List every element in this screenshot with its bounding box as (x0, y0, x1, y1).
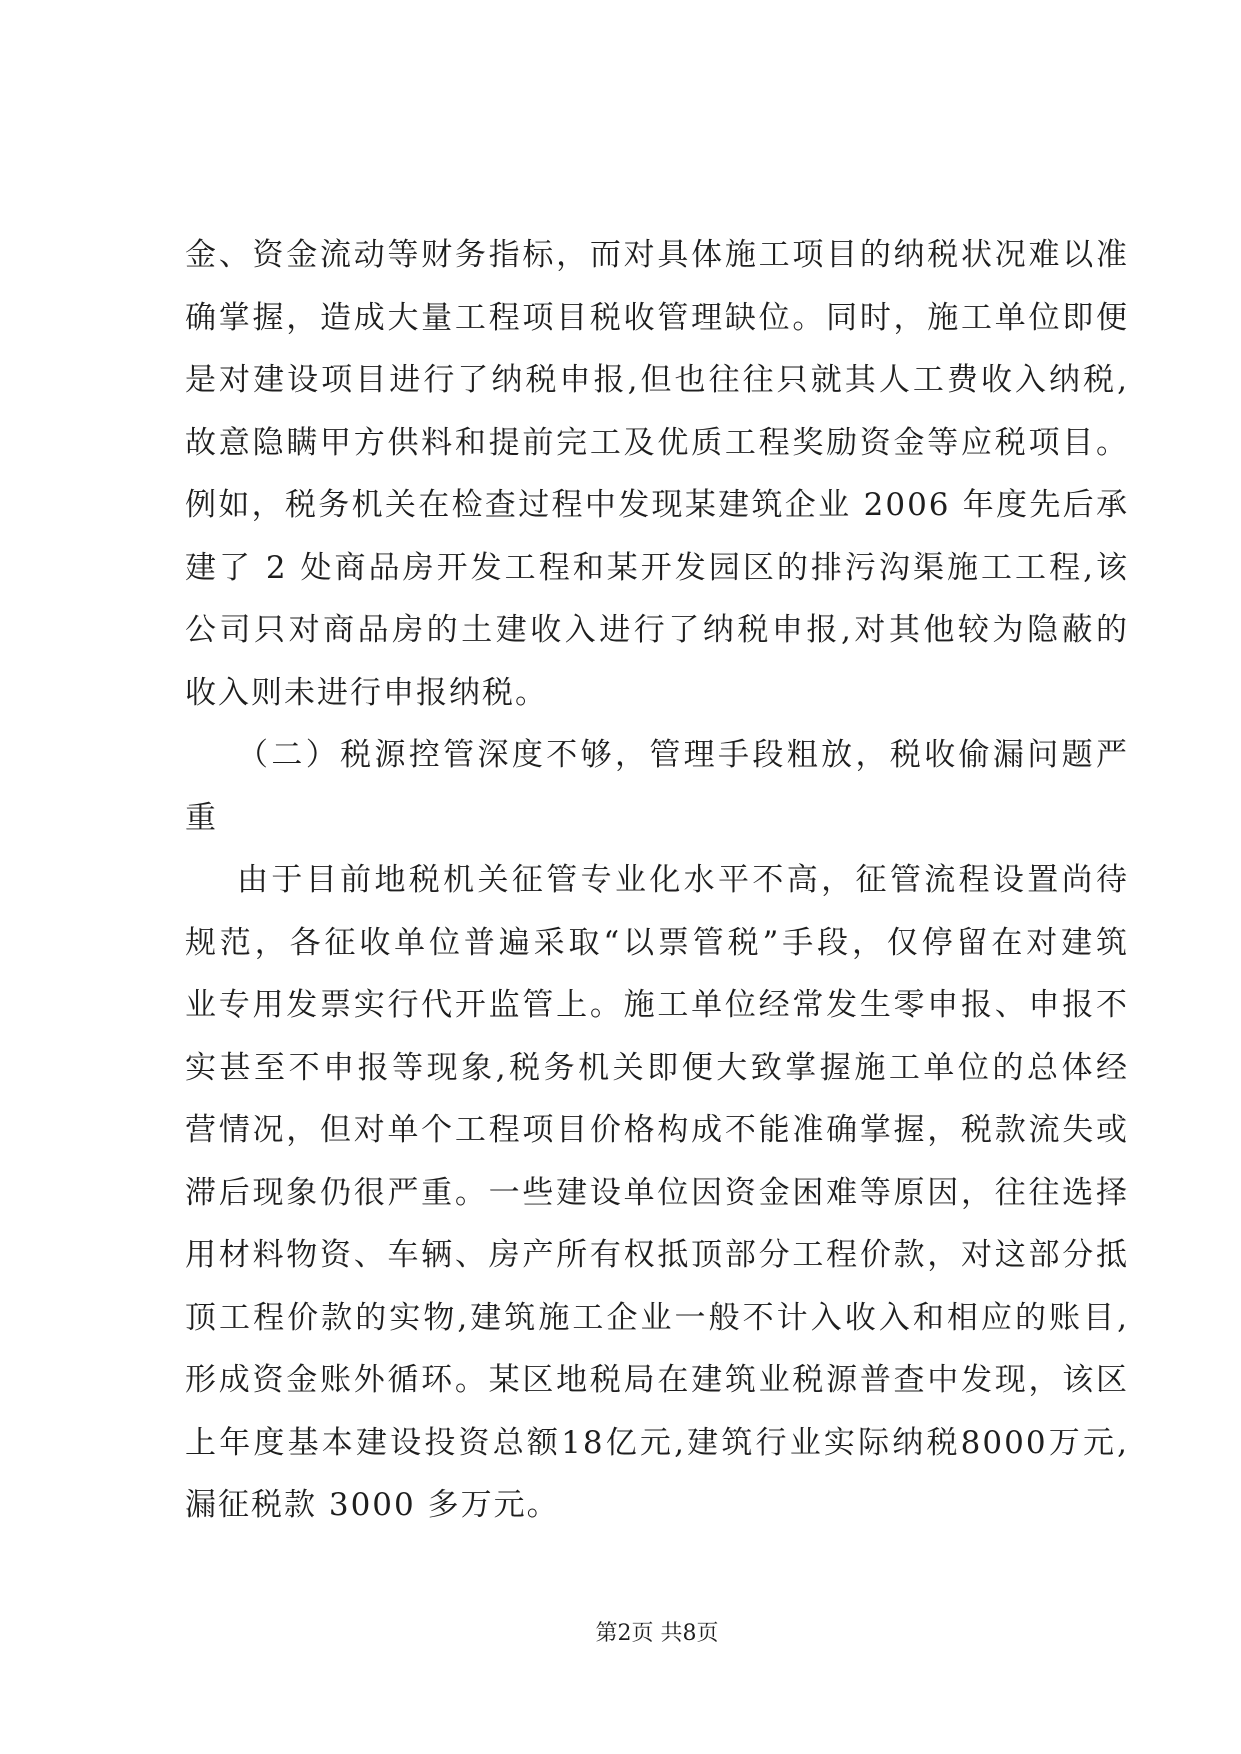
text-line: 由于目前地税机关征管专业化水平不高，征管流程设置尚待 (237, 862, 1129, 898)
text-line: 公司只对商品房的土建收入进行了纳税申报,对其他较为隐蔽的 (185, 612, 1129, 648)
text-line: 营情况，但对单个工程项目价格构成不能准确掌握，税款流失或 (185, 1112, 1129, 1148)
text-line: 上年度基本建设投资总额18亿元,建筑行业实际纳税8000万元, (185, 1424, 1129, 1461)
section-heading (185, 724, 1129, 849)
body-paragraph (185, 849, 1129, 1537)
text-line: 顶工程价款的实物,建筑施工企业一般不计入收入和相应的账目, (185, 1299, 1129, 1336)
text-line: 是对建设项目进行了纳税申报,但也往往只就其人工费收入纳税, (185, 362, 1129, 398)
text-line: 形成资金账外循环。某区地税局在建筑业税源普查中发现，该区 (185, 1362, 1129, 1398)
page-footer: 第2页 共8页 (595, 1621, 719, 1646)
heading-line: 重 (185, 799, 218, 836)
text-line: 漏征税款 3000 多万元。 (185, 1487, 560, 1523)
body-paragraph (185, 224, 1129, 724)
text-line: 滞后现象仍很严重。一些建设单位因资金困难等原因，往往选择 (185, 1174, 1129, 1211)
text-line: 业专用发票实行代开监管上。施工单位经常发生零申报、申报不 (185, 987, 1129, 1023)
text-line: 故意隐瞒甲方供料和提前完工及优质工程奖励资金等应税项目。 (185, 424, 1129, 461)
text-line: 用材料物资、车辆、房产所有权抵顶部分工程价款，对这部分抵 (185, 1237, 1129, 1273)
text-line: 金、资金流动等财务指标，而对具体施工项目的纳税状况难以准 (185, 237, 1129, 273)
text-line: 实甚至不申报等现象,税务机关即便大致掌握施工单位的总体经 (185, 1049, 1129, 1086)
text-line: 例如，税务机关在检查过程中发现某建筑企业 2006 年度先后承 (185, 487, 1129, 523)
heading-line: （二）税源控管深度不够，管理手段粗放，税收偷漏问题严 (237, 737, 1129, 773)
text-line: 收入则未进行申报纳税。 (185, 674, 548, 711)
document-body (185, 224, 1129, 1537)
text-line: 建了 2 处商品房开发工程和某开发园区的排污沟渠施工工程,该 (185, 549, 1129, 586)
text-line: 规范，各征收单位普遍采取“以票管税”手段，仅停留在对建筑 (185, 924, 1129, 961)
text-line: 确掌握，造成大量工程项目税收管理缺位。同时，施工单位即便 (185, 299, 1129, 336)
